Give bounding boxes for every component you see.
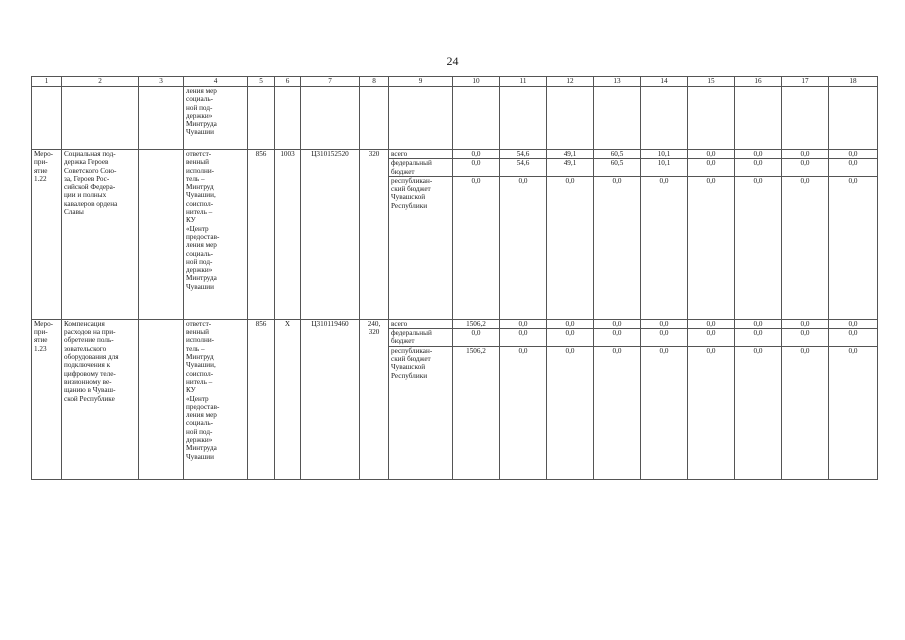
cell-text-line: при- — [34, 328, 48, 337]
column-header: 11 — [500, 77, 547, 87]
amount-cell: 49,1 — [547, 150, 594, 159]
cell-text-line: 240, — [367, 319, 381, 328]
cell-text-line: ответст- — [186, 150, 212, 158]
cell-text-line: подключения к — [64, 361, 111, 370]
amount-cell: 0,0 — [688, 319, 735, 328]
cell-text-line: держка Героев — [64, 158, 109, 167]
cell-text-line: ления мер — [186, 411, 217, 420]
cell-text-line: зовательского — [64, 344, 107, 353]
cell-text-line: бюджет — [391, 167, 415, 176]
amount-cell: 0,0 — [547, 176, 594, 319]
table-cell — [184, 87, 248, 150]
amount-cell: 0,0 — [735, 176, 782, 319]
rzpr-code: Х — [275, 319, 301, 479]
amount-cell: 0,0 — [688, 329, 735, 347]
cell-text-line: 1.22 — [34, 174, 47, 183]
amount-cell: 49,1 — [547, 159, 594, 177]
cell-text-line: ления мер — [186, 87, 217, 95]
amount-cell: 0,0 — [594, 319, 641, 328]
cell-text-line: ной под- — [186, 103, 213, 112]
amount-cell: 0,0 — [829, 329, 878, 347]
amount-cell: 0,0 — [782, 329, 829, 347]
budget-table — [31, 76, 878, 480]
table-cell — [547, 87, 594, 150]
cell-text-line: кавалеров ордена — [64, 199, 118, 208]
amount-cell: 0,0 — [735, 319, 782, 328]
cell-text-line: расходов на при- — [64, 328, 116, 337]
cell-text-line: 1.23 — [34, 344, 47, 353]
amount-cell: 0,0 — [453, 159, 500, 177]
cell-text-line: республикан- — [391, 176, 433, 185]
measure-number — [32, 150, 62, 320]
grbs-code: 856 — [248, 150, 275, 320]
cell-text-line: ятие — [34, 336, 48, 345]
amount-cell: 0,0 — [547, 319, 594, 328]
amount-cell: 0,0 — [500, 176, 547, 319]
table-cell — [688, 87, 735, 150]
cell-text-line: держки» — [186, 436, 213, 445]
amount-cell: 10,1 — [641, 159, 688, 177]
cell-text-line: Чувашской — [391, 363, 426, 372]
participant-cell — [139, 319, 184, 479]
table-cell — [500, 87, 547, 150]
funding-source — [389, 176, 453, 319]
amount-cell: 0,0 — [782, 319, 829, 328]
column-header: 16 — [735, 77, 782, 87]
measure-name — [62, 150, 139, 320]
cell-text-line: 320 — [368, 328, 380, 337]
participant-cell — [139, 150, 184, 320]
cell-text-line: всего — [391, 150, 408, 158]
column-header: 15 — [688, 77, 735, 87]
amount-cell: 0,0 — [829, 176, 878, 319]
amount-cell: 10,1 — [641, 150, 688, 159]
cell-text-line: Чувашии — [186, 282, 214, 291]
amount-cell: 0,0 — [688, 159, 735, 177]
cell-text-line: Советского Сою- — [64, 166, 117, 175]
amount-cell: 0,0 — [500, 346, 547, 479]
cell-text-line: ской Республике — [64, 394, 115, 403]
executor-cell — [184, 319, 248, 479]
page-number: 24 — [446, 54, 459, 68]
cell-text-line: ский бюджет — [391, 355, 431, 364]
amount-cell: 0,0 — [453, 150, 500, 159]
amount-cell: 1506,2 — [453, 346, 500, 479]
cell-text-line: соиспол- — [186, 369, 214, 378]
cell-text-line: ответст- — [186, 319, 212, 328]
table-cell — [248, 87, 275, 150]
funding-source — [389, 150, 453, 159]
table-cell — [641, 87, 688, 150]
amount-cell: 60,5 — [594, 150, 641, 159]
header-row — [32, 77, 878, 87]
cell-text-line: за, Героев Рос- — [64, 174, 110, 183]
table-cell — [594, 87, 641, 150]
funding-source — [389, 346, 453, 479]
amount-cell: 0,0 — [453, 329, 500, 347]
amount-cell: 0,0 — [829, 150, 878, 159]
column-header: 5 — [248, 77, 275, 87]
grbs-code: 856 — [248, 319, 275, 479]
vr-code: 320 — [360, 150, 389, 320]
column-header: 3 — [139, 77, 184, 87]
cell-text-line: федеральный — [391, 159, 432, 168]
amount-cell: 0,0 — [594, 329, 641, 347]
column-header: 8 — [360, 77, 389, 87]
carry-over-row — [32, 87, 878, 150]
amount-cell: 0,0 — [735, 346, 782, 479]
cell-text-line: Славы — [64, 208, 84, 217]
amount-cell: 0,0 — [594, 176, 641, 319]
amount-cell: 0,0 — [453, 176, 500, 319]
cell-text-line: Минтруда — [186, 274, 217, 283]
cell-text-line: нитель – — [186, 377, 213, 386]
amount-cell: 0,0 — [829, 346, 878, 479]
cell-text-line: Минтруда — [186, 444, 217, 453]
rzpr-code: 1003 — [275, 150, 301, 320]
csr-code: Ц310119460 — [301, 319, 360, 479]
cell-text-line: Республики — [391, 201, 428, 210]
vr-code — [360, 319, 389, 479]
cell-text-line: «Центр — [186, 394, 209, 403]
amount-cell: 0,0 — [641, 176, 688, 319]
cell-text-line: ский бюджет — [391, 185, 431, 194]
cell-text-line: держки» — [186, 266, 213, 275]
table-cell — [782, 87, 829, 150]
cell-text-line: нитель – — [186, 208, 213, 217]
column-header: 13 — [594, 77, 641, 87]
cell-text-line: оборудования для — [64, 353, 119, 362]
amount-cell: 0,0 — [641, 319, 688, 328]
amount-cell: 0,0 — [641, 329, 688, 347]
cell-text-line: тель – — [186, 344, 205, 353]
cell-text-line: визионному ве- — [64, 377, 112, 386]
table-cell — [389, 87, 453, 150]
cell-text-line: бюджет — [391, 337, 415, 346]
amount-cell: 54,6 — [500, 150, 547, 159]
amount-cell: 0,0 — [547, 329, 594, 347]
cell-text-line: ции и полных — [64, 191, 107, 200]
column-header: 12 — [547, 77, 594, 87]
measure-number — [32, 319, 62, 479]
cell-text-line: федеральный — [391, 329, 432, 338]
table-cell — [275, 87, 301, 150]
cell-text-line: Минтруд — [186, 183, 214, 192]
cell-text-line: исполни- — [186, 336, 215, 345]
cell-text-line: Социальная под- — [64, 150, 116, 158]
table-cell — [735, 87, 782, 150]
cell-text-line: исполни- — [186, 166, 215, 175]
amount-cell: 0,0 — [735, 159, 782, 177]
funding-source — [389, 159, 453, 177]
table-row — [32, 150, 878, 159]
cell-text-line: сийской Федера- — [64, 183, 116, 192]
cell-text-line: Компенсация — [64, 319, 105, 328]
cell-text-line: «Центр — [186, 224, 209, 233]
cell-text-line: Чувашии — [186, 452, 214, 461]
cell-text-line: ления мер — [186, 241, 217, 250]
cell-text-line: Чувашской — [391, 193, 426, 202]
cell-text-line: соиспол- — [186, 199, 214, 208]
amount-cell: 0,0 — [782, 150, 829, 159]
table-cell — [301, 87, 360, 150]
measure-name — [62, 319, 139, 479]
cell-text-line: предостав- — [186, 402, 220, 411]
amount-cell: 0,0 — [688, 346, 735, 479]
column-header: 10 — [453, 77, 500, 87]
cell-text-line: социаль- — [186, 419, 213, 428]
amount-cell: 0,0 — [782, 346, 829, 479]
amount-cell: 0,0 — [500, 329, 547, 347]
amount-cell: 0,0 — [735, 150, 782, 159]
cell-text-line: Меро- — [34, 319, 54, 328]
table-row — [32, 319, 878, 328]
cell-text-line: при- — [34, 158, 48, 167]
amount-cell: 0,0 — [547, 346, 594, 479]
csr-code: Ц310152520 — [301, 150, 360, 320]
amount-cell: 0,0 — [688, 150, 735, 159]
cell-text-line: Чувашии — [186, 128, 214, 137]
amount-cell: 0,0 — [594, 346, 641, 479]
cell-text-line: КУ — [186, 216, 196, 225]
cell-text-line: тель – — [186, 174, 205, 183]
cell-text-line: держки» — [186, 111, 213, 120]
cell-text-line: Чувашии, — [186, 191, 216, 200]
table-cell — [453, 87, 500, 150]
cell-text-line: социаль- — [186, 249, 213, 258]
column-header: 14 — [641, 77, 688, 87]
cell-text-line: предостав- — [186, 232, 220, 241]
cell-text-line: обретение поль- — [64, 336, 114, 345]
table-cell — [32, 87, 62, 150]
cell-text-line: всего — [391, 319, 408, 328]
amount-cell: 54,6 — [500, 159, 547, 177]
cell-text-line: республикан- — [391, 346, 433, 355]
amount-cell: 60,5 — [594, 159, 641, 177]
table-cell — [829, 87, 878, 150]
column-header: 18 — [829, 77, 878, 87]
column-header: 2 — [62, 77, 139, 87]
cell-text-line: Меро- — [34, 150, 54, 158]
cell-text-line: ной под- — [186, 257, 213, 266]
cell-text-line: ной под- — [186, 427, 213, 436]
cell-text-line: Минтруда — [186, 120, 217, 129]
amount-cell: 0,0 — [782, 176, 829, 319]
funding-source — [389, 329, 453, 347]
table-cell — [139, 87, 184, 150]
amount-cell: 0,0 — [641, 346, 688, 479]
amount-cell: 0,0 — [829, 159, 878, 177]
amount-cell: 0,0 — [500, 319, 547, 328]
column-header: 4 — [184, 77, 248, 87]
amount-cell: 0,0 — [688, 176, 735, 319]
cell-text-line: Республики — [391, 371, 428, 380]
cell-text-line: ятие — [34, 166, 48, 175]
cell-text-line: КУ — [186, 386, 196, 395]
column-header: 9 — [389, 77, 453, 87]
cell-text-line: социаль- — [186, 95, 213, 104]
funding-source — [389, 319, 453, 328]
cell-text-line: цифровому теле- — [64, 369, 116, 378]
cell-text-line: Чувашии, — [186, 361, 216, 370]
amount-cell: 0,0 — [735, 329, 782, 347]
column-header: 1 — [32, 77, 62, 87]
table-cell — [360, 87, 389, 150]
cell-text-line: Минтруд — [186, 353, 214, 362]
column-header: 7 — [301, 77, 360, 87]
table-cell — [62, 87, 139, 150]
cell-text-line: венный — [186, 328, 209, 337]
column-header: 6 — [275, 77, 301, 87]
cell-text-line: щанию в Чуваш- — [64, 386, 116, 395]
amount-cell: 0,0 — [829, 319, 878, 328]
amount-cell: 1506,2 — [453, 319, 500, 328]
column-header: 17 — [782, 77, 829, 87]
amount-cell: 0,0 — [782, 159, 829, 177]
cell-text-line: венный — [186, 158, 209, 167]
executor-cell — [184, 150, 248, 320]
